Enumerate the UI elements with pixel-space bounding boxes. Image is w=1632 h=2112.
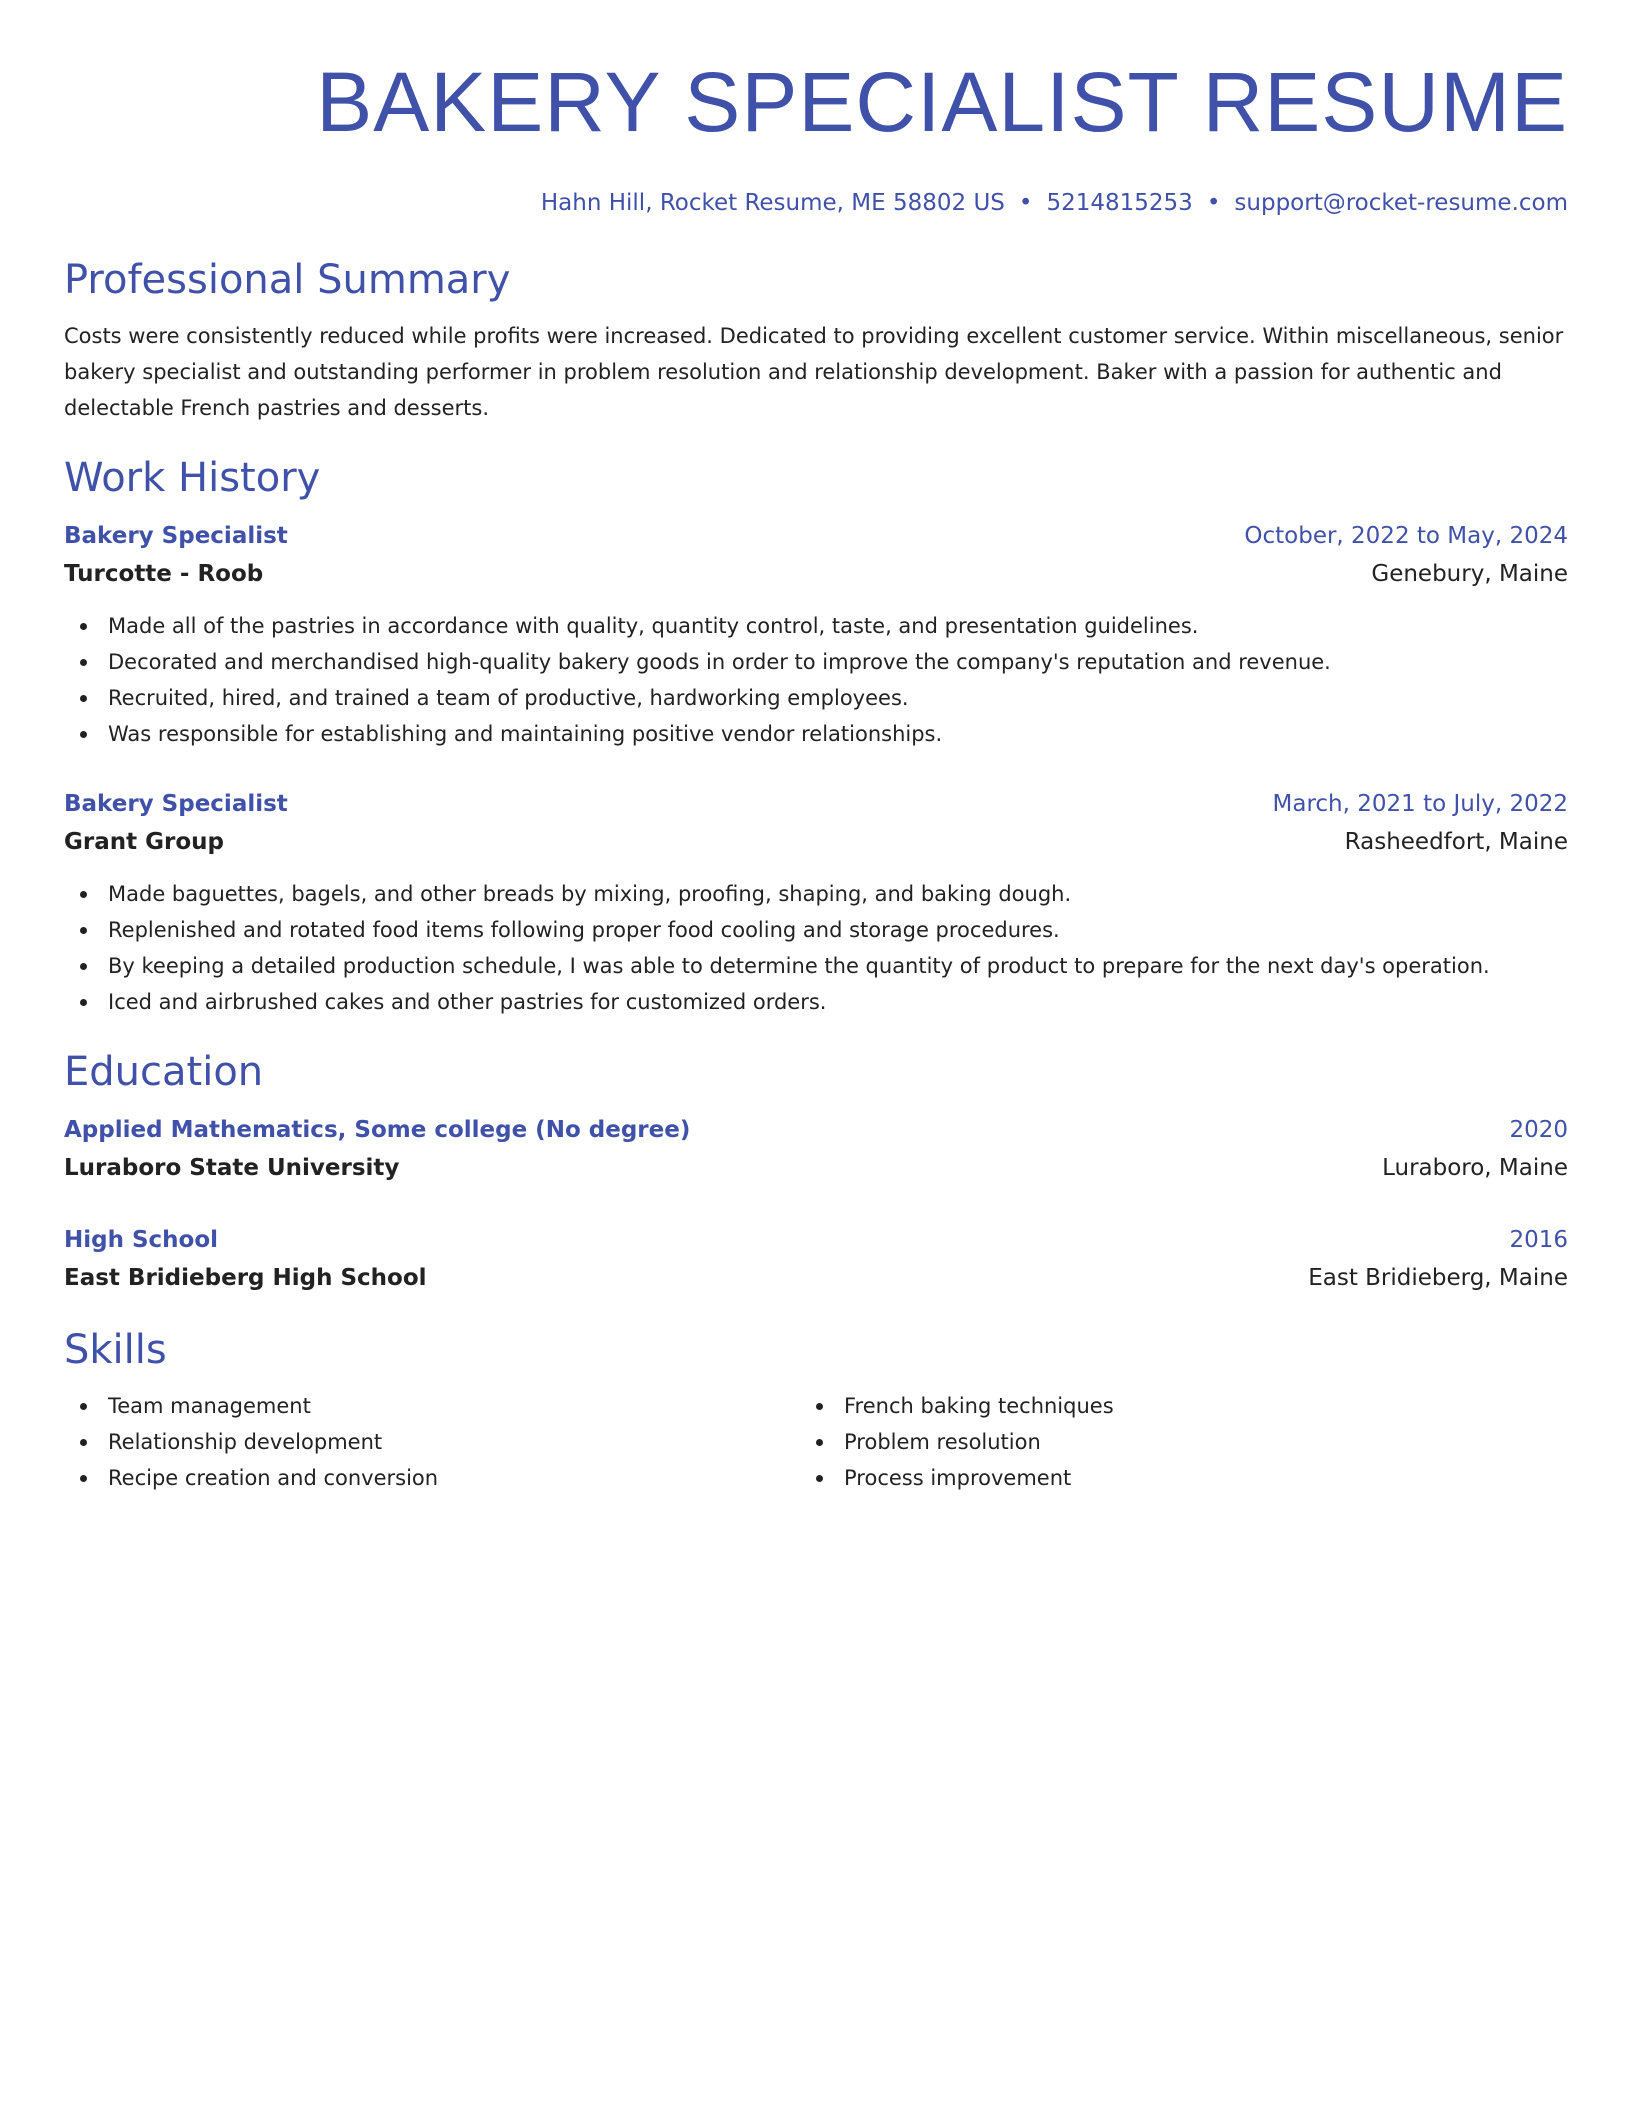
- job-company: Grant Group: [64, 829, 224, 855]
- contact-separator: •: [1018, 190, 1033, 216]
- education-degree: High School: [64, 1227, 219, 1253]
- job-entry: [64, 788, 1568, 1020]
- job-location: Genebury, Maine: [1371, 561, 1568, 587]
- job-header-row: [64, 520, 1568, 552]
- job-dates: March, 2021 to July, 2022: [1272, 791, 1568, 817]
- education-location: East Bridieberg, Maine: [1308, 1265, 1568, 1291]
- section-title-summary: Professional Summary: [64, 257, 511, 303]
- education-school: Luraboro State University: [64, 1155, 400, 1181]
- job-bullets: [64, 876, 1568, 1020]
- job-bullet: Made all of the pastries in accordance with quality, quantity control, taste, and presentation guidelines.: [64, 608, 1568, 644]
- skill-item: Relationship development: [64, 1424, 800, 1460]
- education-school: East Bridieberg High School: [64, 1265, 427, 1291]
- skill-item: Recipe creation and conversion: [64, 1460, 800, 1496]
- job-header-row: [64, 788, 1568, 820]
- contact-phone: 5214815253: [1046, 190, 1193, 216]
- education-header-row: [64, 1224, 1568, 1256]
- education-entry: [64, 1114, 1568, 1186]
- education-header-row: [64, 1114, 1568, 1146]
- job-title: Bakery Specialist: [64, 523, 288, 549]
- skills-bullets: [64, 1388, 800, 1496]
- skills-column-left: [64, 1388, 800, 1496]
- resume-title: BAKERY SPECIALIST RESUME: [316, 55, 1568, 149]
- job-title: Bakery Specialist: [64, 791, 288, 817]
- job-bullet: By keeping a detailed production schedule, I was able to determine the quantity of product to prepare for the next day's operation.: [64, 948, 1568, 984]
- section-title-work-history: Work History: [64, 455, 321, 501]
- skill-item: French baking techniques: [800, 1388, 1536, 1424]
- education-location: Luraboro, Maine: [1382, 1155, 1568, 1181]
- contact-address: Hahn Hill, Rocket Resume, ME 58802 US: [540, 190, 1005, 216]
- job-bullet: Made baguettes, bagels, and other breads by mixing, proofing, shaping, and baking dough.: [64, 876, 1568, 912]
- contact-line: [64, 188, 1568, 218]
- skills-column-right: [800, 1388, 1536, 1496]
- job-company: Turcotte - Roob: [64, 561, 264, 587]
- job-bullets: [64, 608, 1568, 752]
- skill-item: Team management: [64, 1388, 800, 1424]
- resume-header: [64, 56, 1568, 218]
- job-employer-row: [64, 824, 1568, 860]
- skill-item: Process improvement: [800, 1460, 1536, 1496]
- job-bullet: Iced and airbrushed cakes and other pastries for customized orders.: [64, 984, 1568, 1020]
- section-title-skills: Skills: [64, 1327, 167, 1373]
- job-bullet: Decorated and merchandised high-quality bakery goods in order to improve the company's reputation and revenue.: [64, 644, 1568, 680]
- education-year: 2020: [1509, 1117, 1568, 1143]
- skills-list: [64, 1388, 1568, 1496]
- section-title-education: Education: [64, 1049, 264, 1095]
- education-year: 2016: [1509, 1227, 1568, 1253]
- job-bullet: Replenished and rotated food items following proper food cooling and storage procedures.: [64, 912, 1568, 948]
- skills-bullets: [800, 1388, 1536, 1496]
- contact-separator: •: [1206, 190, 1221, 216]
- skill-item: Problem resolution: [800, 1424, 1536, 1460]
- job-entry: [64, 520, 1568, 752]
- job-employer-row: [64, 556, 1568, 592]
- education-entry: [64, 1224, 1568, 1296]
- job-location: Rasheedfort, Maine: [1344, 829, 1568, 855]
- education-school-row: [64, 1260, 1568, 1296]
- job-bullet: Was responsible for establishing and maintaining positive vendor relationships.: [64, 716, 1568, 752]
- education-school-row: [64, 1150, 1568, 1186]
- contact-email: support@rocket-resume.com: [1234, 190, 1568, 216]
- education-degree: Applied Mathematics, Some college (No degree): [64, 1117, 691, 1143]
- summary-text: Costs were consistently reduced while profits were increased. Dedicated to providing excellent customer service. Within miscellaneous, senior bakery specialist and outstanding performer in problem resolution and relationship development. Baker with a passion for authentic and delectable French pastries and desserts.: [64, 324, 1564, 420]
- job-bullet: Recruited, hired, and trained a team of productive, hardworking employees.: [64, 680, 1568, 716]
- job-dates: October, 2022 to May, 2024: [1244, 523, 1568, 549]
